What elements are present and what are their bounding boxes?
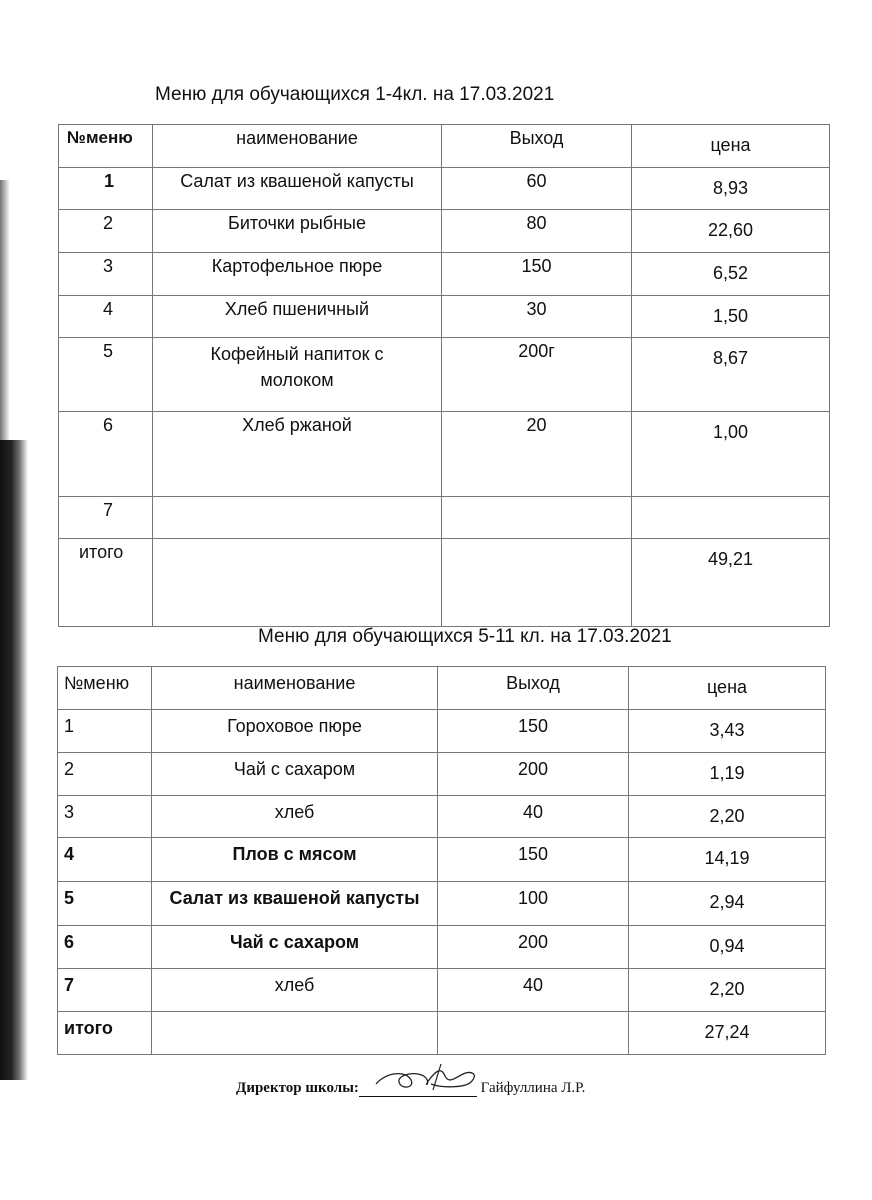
table-row <box>58 926 826 969</box>
row-name: Хлеб пшеничный <box>153 296 442 338</box>
row-num: 4 <box>59 296 153 338</box>
table-header-row <box>58 667 826 710</box>
table-header-row <box>59 125 830 168</box>
row-num: 5 <box>59 338 153 412</box>
header-name: наименование <box>152 667 438 710</box>
row-out: 200 <box>438 926 629 969</box>
table-row <box>59 253 830 296</box>
row-name: Плов с мясом <box>152 838 438 882</box>
table-row <box>59 168 830 210</box>
row-num: 6 <box>59 412 153 497</box>
table-row <box>58 753 826 796</box>
signature-name: Гайфуллина Л.Р. <box>480 1080 586 1096</box>
row-name: Кофейный напиток с молоком <box>153 338 442 412</box>
header-name: наименование <box>153 125 442 168</box>
row-price: 1,19 <box>629 753 826 796</box>
scan-shadow <box>0 440 28 1080</box>
row-num: 2 <box>58 753 152 796</box>
row-out: 20 <box>442 412 632 497</box>
row-out: 40 <box>438 969 629 1012</box>
row-out: 60 <box>442 168 632 210</box>
row-name: хлеб <box>152 969 438 1012</box>
scan-shadow <box>0 180 10 440</box>
director-signature-line <box>236 1080 636 1110</box>
total-label: итого <box>58 1012 152 1055</box>
row-out <box>442 497 632 539</box>
header-num: №меню <box>58 667 152 710</box>
total-price: 27,24 <box>629 1012 826 1055</box>
row-num: 3 <box>59 253 153 296</box>
row-num: 1 <box>59 168 153 210</box>
row-name: Биточки рыбные <box>153 210 442 253</box>
row-name: Чай с сахаром <box>152 926 438 969</box>
row-num: 4 <box>58 838 152 882</box>
total-name <box>152 1012 438 1055</box>
menu-1-title: Меню для обучающихся 1-4кл. на 17.03.2021 <box>155 84 555 105</box>
row-name: Хлеб ржаной <box>153 412 442 497</box>
header-price: цена <box>632 125 830 168</box>
row-price: 2,94 <box>629 882 826 926</box>
total-price: 49,21 <box>632 539 830 627</box>
row-out: 100 <box>438 882 629 926</box>
row-price: 2,20 <box>629 796 826 838</box>
row-num: 7 <box>59 497 153 539</box>
row-price: 0,94 <box>629 926 826 969</box>
row-num: 7 <box>58 969 152 1012</box>
row-price: 6,52 <box>632 253 830 296</box>
row-price <box>632 497 830 539</box>
row-out: 150 <box>438 710 629 753</box>
row-num: 3 <box>58 796 152 838</box>
total-out <box>442 539 632 627</box>
row-price: 3,43 <box>629 710 826 753</box>
row-out: 150 <box>442 253 632 296</box>
menu-2-table <box>57 666 826 1055</box>
row-name: Чай с сахаром <box>152 753 438 796</box>
row-price: 22,60 <box>632 210 830 253</box>
row-num: 1 <box>58 710 152 753</box>
table-row <box>58 882 826 926</box>
handwritten-signature-icon <box>371 1062 491 1096</box>
header-out: Выход <box>442 125 632 168</box>
row-out: 200 <box>438 753 629 796</box>
row-name <box>153 497 442 539</box>
row-out: 150 <box>438 838 629 882</box>
row-out: 40 <box>438 796 629 838</box>
table-total-row <box>58 1012 826 1055</box>
header-price: цена <box>629 667 826 710</box>
header-num: №меню <box>59 125 153 168</box>
table-row <box>58 710 826 753</box>
table-row <box>58 969 826 1012</box>
row-price: 1,00 <box>632 412 830 497</box>
table-row <box>59 338 830 412</box>
table-row <box>59 497 830 539</box>
total-label: итого <box>59 539 153 627</box>
menu-1-table <box>58 124 830 627</box>
row-price: 8,67 <box>632 338 830 412</box>
row-name: Картофельное пюре <box>153 253 442 296</box>
total-out <box>438 1012 629 1055</box>
row-name: Салат из квашеной капусты <box>152 882 438 926</box>
row-out: 200г <box>442 338 632 412</box>
row-price: 14,19 <box>629 838 826 882</box>
table-row <box>59 296 830 338</box>
row-num: 2 <box>59 210 153 253</box>
row-name: Гороховое пюре <box>152 710 438 753</box>
row-price: 2,20 <box>629 969 826 1012</box>
table-row <box>58 838 826 882</box>
table-row <box>58 796 826 838</box>
header-out: Выход <box>438 667 629 710</box>
row-num: 6 <box>58 926 152 969</box>
table-total-row <box>59 539 830 627</box>
table-row <box>59 210 830 253</box>
signature-label: Директор школы: <box>236 1080 359 1096</box>
total-name <box>153 539 442 627</box>
row-name: хлеб <box>152 796 438 838</box>
menu-2-title: Меню для обучающихся 5-11 кл. на 17.03.2021 <box>258 626 672 647</box>
table-row <box>59 412 830 497</box>
row-name: Салат из квашеной капусты <box>153 168 442 210</box>
row-price: 1,50 <box>632 296 830 338</box>
row-num: 5 <box>58 882 152 926</box>
row-price: 8,93 <box>632 168 830 210</box>
row-out: 30 <box>442 296 632 338</box>
row-out: 80 <box>442 210 632 253</box>
